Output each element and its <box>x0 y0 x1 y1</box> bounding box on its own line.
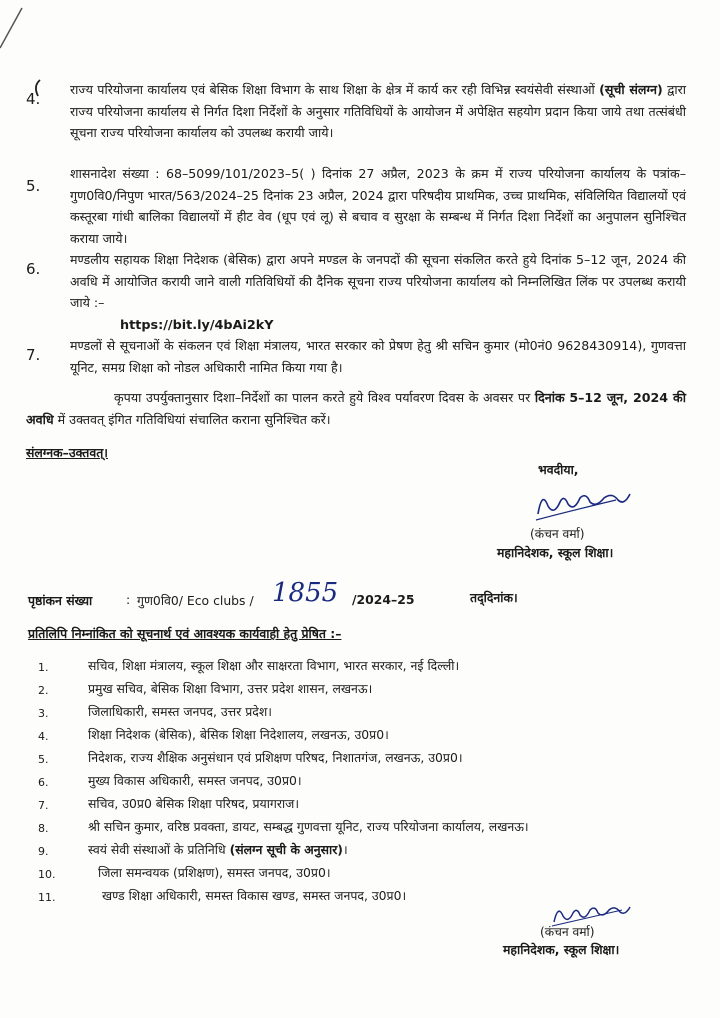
list-item <box>38 657 678 681</box>
closing-bold-date: दिनांक <box>534 390 565 405</box>
list-item-text: प्रमुख सचिव, बेसिक शिक्षा विभाग, उत्तर प्रदेश शासन, लखनऊ। <box>88 681 373 696</box>
signature-1-title: महानिदेशक, स्कूल शिक्षा। <box>497 545 614 560</box>
para-4-text: राज्य परियोजना कार्यालय एवं बेसिक शिक्षा विभाग के साथ शिक्षा के क्षेत्र में कार्य कर रही विभिन्न स्वयंसेवी संस्थाओं <box>70 82 600 97</box>
list-item <box>38 864 678 888</box>
list-item-number: 9. <box>38 845 49 858</box>
para-4 <box>70 79 686 144</box>
list-item-text: सचिव, शिक्षा मंत्रालय, स्कूल शिक्षा और साक्षरता विभाग, भारत सरकार, नई दिल्ली। <box>88 658 460 673</box>
list-item-number: 10. <box>38 868 56 881</box>
list-item <box>38 749 678 773</box>
list-item-text: श्री सचिन कुमार, वरिष्ठ प्रवक्ता, डायट, सम्बद्ध गुणवत्ता यूनिट, राज्य परियोजना कार्यालय, लखनऊ। <box>88 819 529 834</box>
list-item-text: जिला समन्वयक (प्रशिक्षण), समस्त जनपद, उ0प्र0। <box>98 865 331 880</box>
endorsement-label: पृष्ठांकन संख्या <box>28 593 93 608</box>
list-item-number: 7. <box>38 799 49 812</box>
list-item-text: जिलाधिकारी, समस्त जनपद, उत्तर प्रदेश। <box>88 704 273 719</box>
list-item-text: मुख्य विकास अधिकारी, समस्त जनपद, उ0प्र0। <box>88 773 302 788</box>
list-item <box>38 772 678 796</box>
list-item-number: 5. <box>38 753 49 766</box>
endorsement-handwritten-number: 1855 <box>272 578 339 608</box>
list-item-bold-part: (संलग्न सूची के अनुसार) <box>229 842 343 857</box>
para-4-number: 4. <box>26 90 41 108</box>
para-5-number: 5. <box>26 177 41 195</box>
copy-heading: प्रतिलिपि निम्नांकित को सूचनार्थ एवं आवश्यक कार्यवाही हेतु प्रेषित :– <box>28 626 342 641</box>
para-5: शासनादेश संख्या : 68–5099/101/2023–5( ) दिनांक 27 अप्रैल, 2023 के क्रम में राज्य परियोजना कार्यालय के पत्रांक–गुण0वि0/निपुण भारत/563/2024–25 दिनांक 23 अप्रैल, 2024 द्वारा परिषदीय प्राथमिक, उच्च प्राथमिक, संविलियित विद्यालयों एवं कस्तूरबा गांधी बालिका विद्यालयों में हीट वेव (धूप एवं लू) से बचाव व सुरक्षा के सम्बन्ध में निर्गत दिशा निर्देशों का अनुपालन सुनिश्चित कराया जाये। <box>70 166 686 246</box>
endorsement-separator: : <box>126 592 131 607</box>
list-item-number: 11. <box>38 891 56 904</box>
para-6-number: 6. <box>26 260 41 278</box>
para-4-text-end: द्वारा राज्य परियोजना कार्यालय से निर्गत दिशा निर्देशों के अनुसार गतिविधियों के आयोजन में अपेक्षित सहयोग प्रदान किया जाये तथा तत्संबंधी सूचना राज्य परियोजना कार्यालय को उपलब्ध करायी जाये। <box>70 82 687 140</box>
list-item <box>38 795 678 819</box>
list-item-number: 4. <box>38 730 49 743</box>
signature-1-name: (कंचन वर्मा) <box>530 527 585 541</box>
endorsement-ref: गुण0वि0/ Eco clubs / <box>137 593 254 608</box>
closing-text-end: में उक्तवत् इंगित गतिविधियां संचालित कराना सुनिश्चित करें। <box>53 411 331 427</box>
yours-faithfully: भवदीया, <box>538 462 579 477</box>
signature-1-scrawl <box>530 484 640 526</box>
closing-bold-period: 5–12 जून, 2024 की अवधि <box>26 390 686 427</box>
info-link[interactable]: https://bit.ly/4bAi2kY <box>120 318 274 333</box>
list-item-text-end: । <box>342 842 348 857</box>
list-item-text: सचिव, उ0प्र0 बेसिक शिक्षा परिषद, प्रयागराज। <box>88 796 300 811</box>
list-item <box>38 726 678 750</box>
list-item <box>38 680 678 704</box>
list-item-text: खण्ड शिक्षा अधिकारी, समस्त विकास खण्ड, समस्त जनपद, उ0प्र0। <box>102 888 407 903</box>
list-item-number: 1. <box>38 661 49 674</box>
list-item-text <box>88 841 348 858</box>
closing-text: कृपया उपर्युक्तानुसार दिशा–निर्देशों का पालन करते हुये विश्व पर्यावरण दिवस के अवसर पर <box>114 390 535 405</box>
list-item-text: निदेशक, राज्य शैक्षिक अनुसंधान एवं प्रशिक्षण परिषद, निशातगंज, लखनऊ, उ0प्र0। <box>88 750 463 765</box>
endorsement-date: तद्‌दिनांक। <box>470 590 518 605</box>
list-item <box>38 703 678 727</box>
list-item-number: 3. <box>38 707 49 720</box>
para-7: मण्डलों से सूचनाओं के संकलन एवं शिक्षा मंत्रालय, भारत सरकार को प्रेषण हेतु श्री सचिन कुमार (मो0नं0 9628430914), गुणवत्ता यूनिट, समग्र शिक्षा को नोडल अधिकारी नामित किया गया है। <box>70 338 686 375</box>
list-item-number: 2. <box>38 684 49 697</box>
para-4-bold: (सूची संलग्न) <box>599 82 663 97</box>
list-item-number: 8. <box>38 822 49 835</box>
signature-2-name: (कंचन वर्मा) <box>540 925 595 939</box>
para-7-number: 7. <box>26 346 41 364</box>
signature-2-title: महानिदेशक, स्कूल शिक्षा। <box>503 942 620 957</box>
para-6: मण्डलीय सहायक शिक्षा निदेशक (बेसिक) द्वारा अपने मण्डल के जनपदों की सूचना संकलित करते हुये दिनांक 5–12 जून, 2024 की अवधि में आयोजित करायी जाने वाली गतिविधियों की दैनिक सूचना राज्य परियोजना कार्यालय को निम्नलिखित लिंक पर उपलब्ध करायी जाये :– <box>70 252 686 310</box>
list-item-text-part: स्वयं सेवी संस्थाओं के प्रतिनिधि <box>88 842 230 857</box>
list-item <box>38 841 678 865</box>
endorsement-year: /2024–25 <box>352 592 415 607</box>
list-item-number: 6. <box>38 776 49 789</box>
list-item-text: शिक्षा निदेशक (बेसिक), बेसिक शिक्षा निदेशालय, लखनऊ, उ0प्र0। <box>88 727 389 742</box>
enclosure-note: संलग्नक–उक्तवत्। <box>26 445 108 460</box>
closing-paragraph <box>26 387 686 430</box>
list-item <box>38 818 678 842</box>
